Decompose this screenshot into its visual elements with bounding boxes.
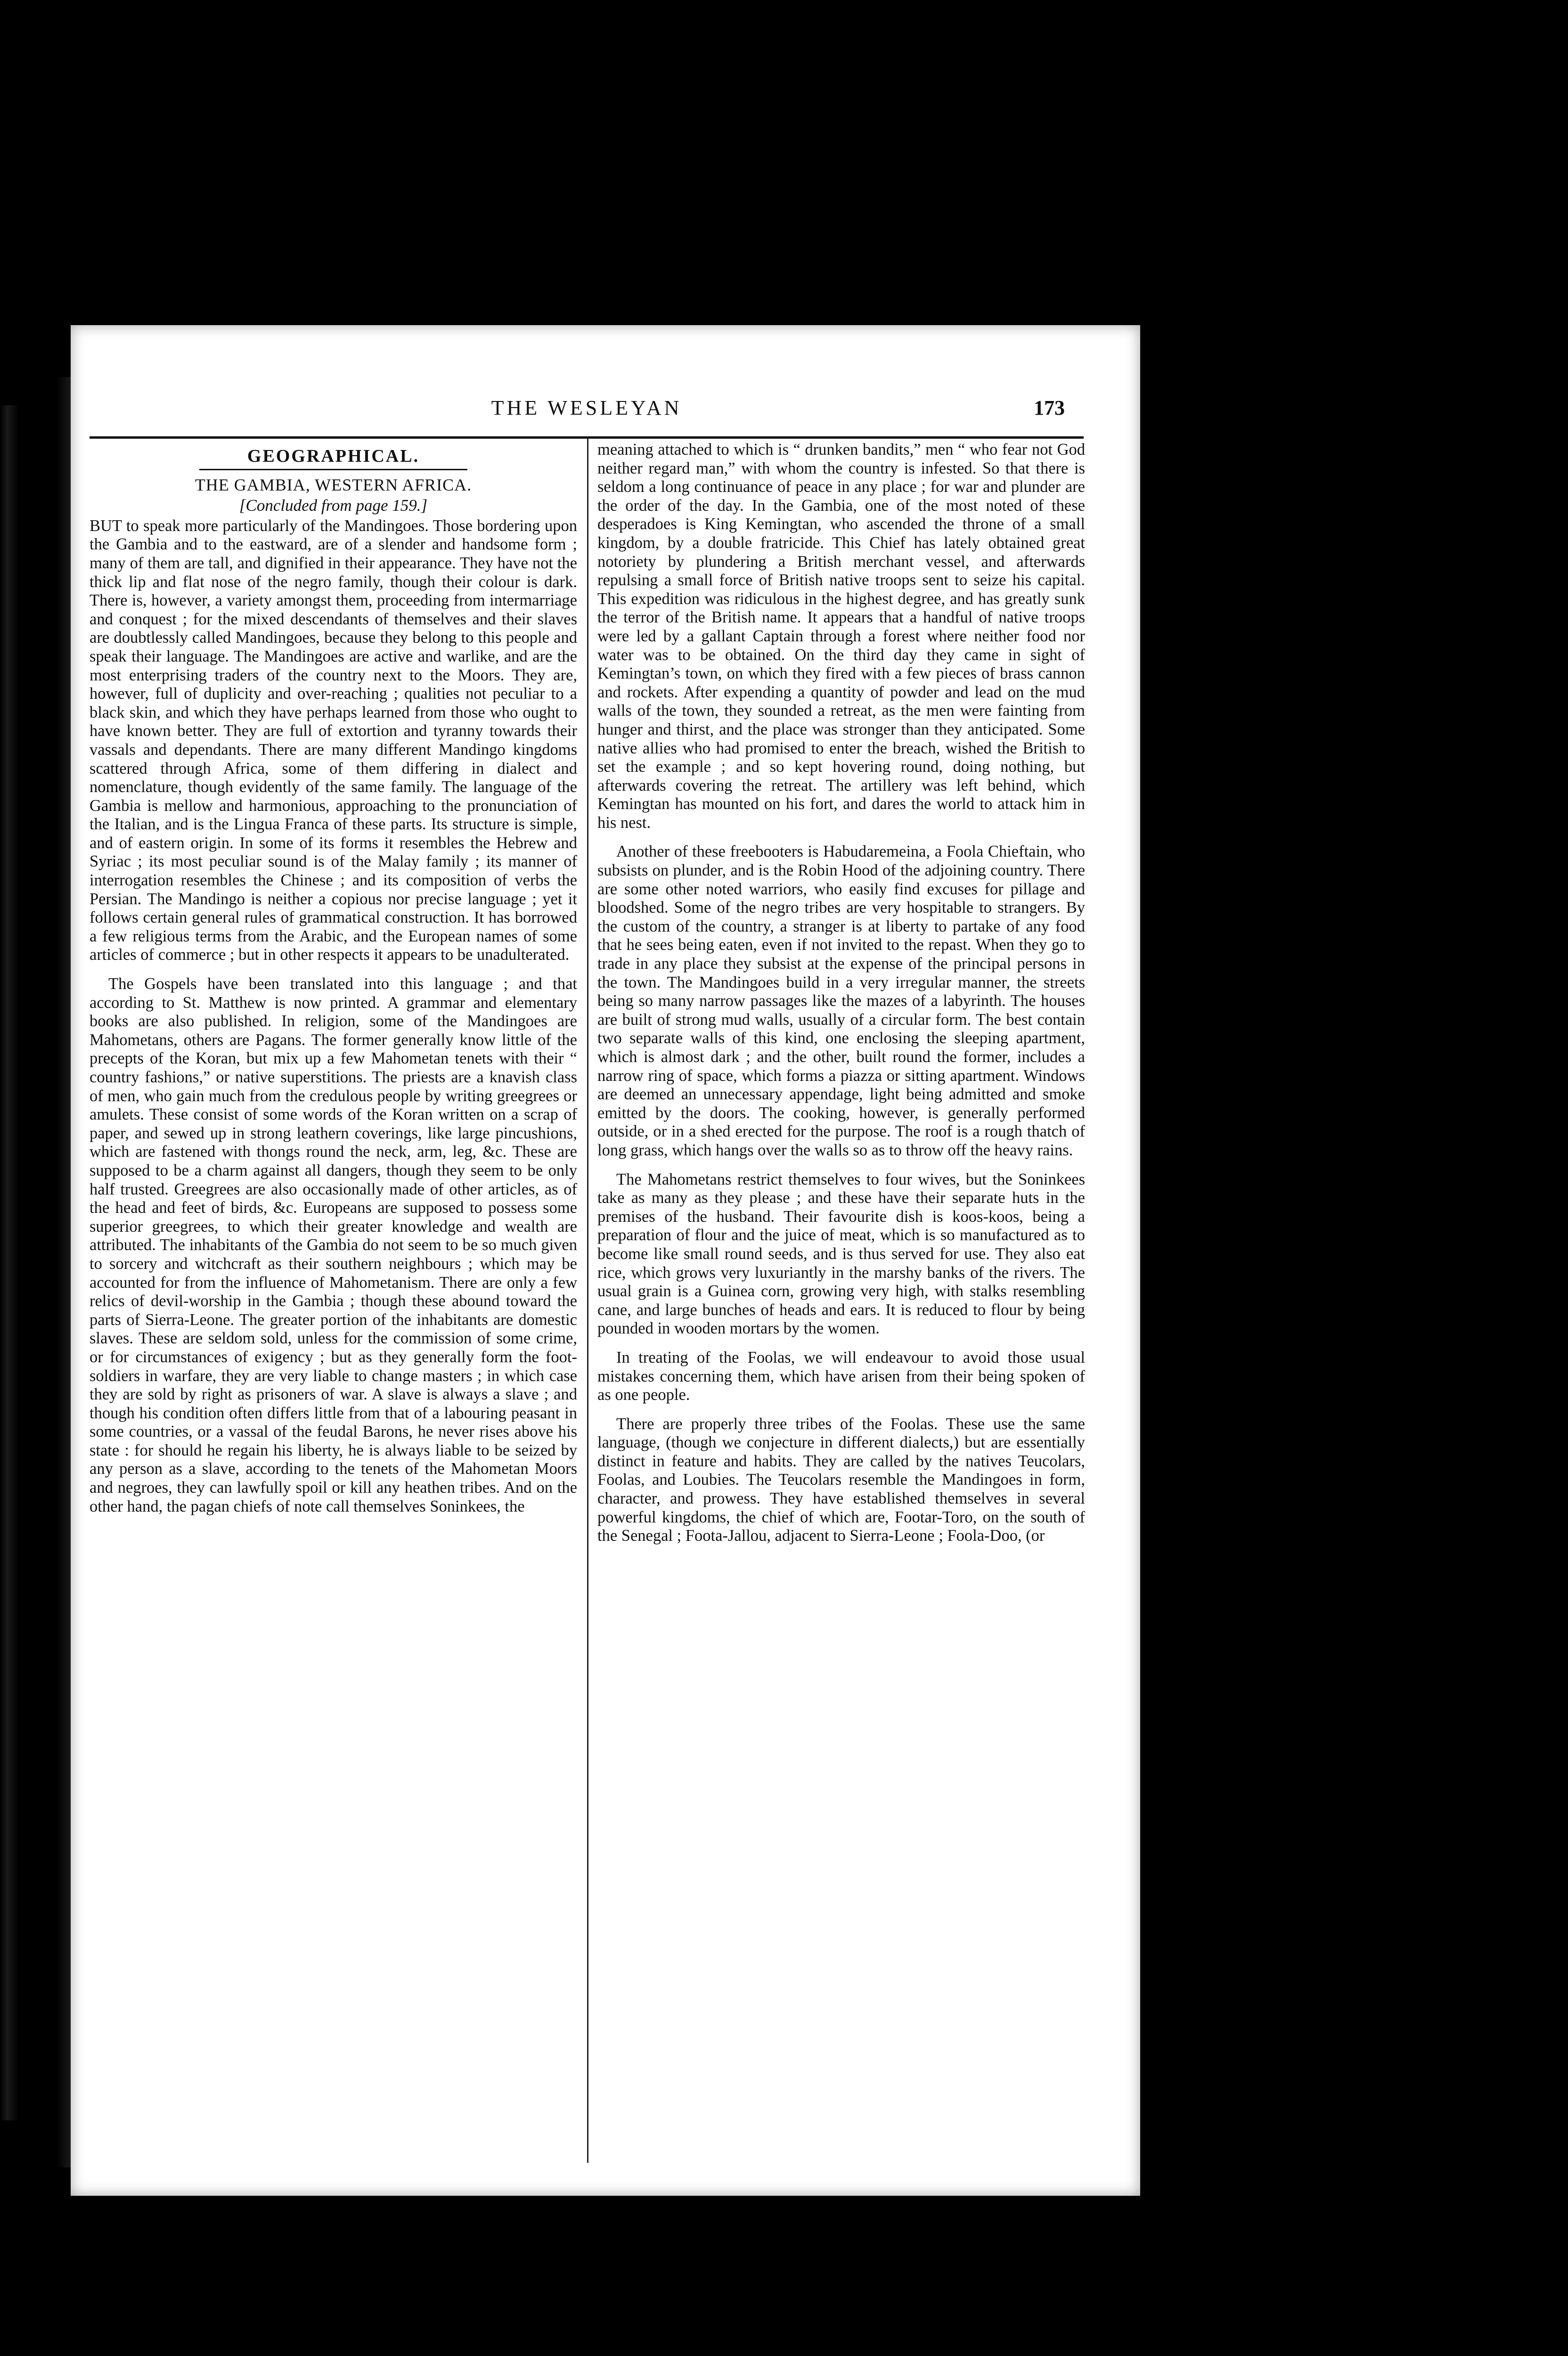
right-column (597, 441, 1085, 2156)
paragraph: There are properly three tribes of the Foolas. These use the same language, (though we conjecture in different dialects,) but are essentially distinct in feature and habits. They are called by the natives Teucolars, Foolas, and Loubies. The Teucolars resemble the Mandingoes in form, character, and prowess. They have established themselves in several powerful kingdoms, the chief of which are, Footar-Toro, on the south of the Senegal ; Foota-Jallou, adjacent to Sierra-Leone ; Foola-Doo, (or (597, 1415, 1085, 1545)
paragraph: The Gospels have been translated into this language ; and that according to St. Matthew is now printed. A grammar and elementary books are also published. In religion, some of the Mandingoes are Mahometans, others are Pagans. The former generally know little of the precepts of the Koran, but mix up a few Mahometan tenets with their “ country fashions,” or native superstitions. The priests are a knavish class of men, who gain much from the credulous people by writing greegrees or amulets. These consist of some words of the Koran written on a scrap of paper, and sewed up in strong leathern coverings, like large pincushions, which are fastened with thongs round the neck, arm, leg, &c. These are supposed to be a charm against all dangers, though they seem to be only half trusted. Greegrees are also occasionally made of other articles, as of the head and feet of birds, &c. Europeans are supposed to possess some superior greegrees, to which their greater knowledge and wealth are attributed. The inhabitants of the Gambia do not seem to be so much given to sorcery and witchcraft as their southern neighbours ; which may be accounted for from the influence of Mahometanism. There are only a few relics of devil-worship in the Gambia ; though these abound toward the parts of Sierra-Leone. The greater portion of the inhabitants are domestic slaves. These are seldom sold, unless for the commission of some crime, or for circumstances of exigency ; but as they generally form the foot-soldiers in warfare, they are very liable to change masters ; in which case they are sold by right as prisoners of war. A slave is always a slave ; and though his condition often differs little from that of a labouring peasant in some countries, or a vassal of the feudal Barons, he never rises above his state : for should he regain his liberty, he is always liable to be seized by any person as a slave, according to the tenets of the Mahometan Moors and negroes, they can lawfully spoil or kill any heathen tribes. And on the other hand, the pagan chiefs of note call themselves Soninkees, the (90, 975, 577, 1515)
article-title: THE GAMBIA, WESTERN AFRICA. (195, 475, 472, 494)
page-number: 173 (1034, 396, 1065, 419)
page-header (90, 396, 1084, 429)
column-divider (587, 438, 588, 2163)
left-column (90, 441, 577, 2156)
paragraph: In treating of the Foolas, we will endeavour to avoid those usual mistakes concerning them, which have arisen from their being spoken of as one people. (597, 1348, 1085, 1404)
paragraph: Another of these freebooters is Habudaremeina, a Foola Chieftain, who subsists on plunder, and is the Robin Hood of the adjoining country. There are some other noted warriors, who easily find excuses for pillage and bloodshed. Some of the negro tribes are very hospitable to strangers. By the custom of the country, a stranger is at liberty to partake of any food that he sees being eaten, even if not invited to the repast. When they go to trade in any place they subsist at the expense of the principal persons in the town. The Mandingoes build in a very irregular manner, the streets being so many narrow passages like the mazes of a labyrinth. The houses are built of strong mud walls, usually of a circular form. The best contain two separate walls of this kind, one enclosing the sleeping apartment, which is almost dark ; and the other, built round the former, includes a narrow ring of space, which forms a piazza or sitting apartment. Windows are deemed an unnecessary appendage, light being admitted and smoke emitted by the doors. The cooking, however, is generally performed outside, or in a shed erected for the purpose. The roof is a rough thatch of long grass, which hangs over the walls so as to throw off the heavy rains. (597, 843, 1085, 1159)
left-page-edge (0, 405, 19, 2120)
header-rule (90, 436, 1084, 439)
running-title: THE WESLEYAN (491, 396, 682, 419)
paragraph: The Mahometans restrict themselves to four wives, but the Soninkees take as many as they please ; and these have their separate huts in the premises of the husband. Their favourite dish is koos-koos, being a preparation of flour and the juice of meat, which is so manufactured as to become like small round seeds, and is thus served for use. They also eat rice, which grows very luxuriantly in the marshy banks of the rivers. The usual grain is a Guinea corn, growing very high, with stalks resembling cane, and large bunches of heads and ears. It is reduced to flour by being pounded in wooden mortars by the women. (597, 1170, 1085, 1338)
paragraph: meaning attached to which is “ drunken bandits,” men “ who fear not God neither regard man,” with whom the country is infested. So that there is seldom a long continuance of peace in any place ; for war and plunder are the order of the day. In the Gambia, one of the most noted of these desperadoes is King Kemingtan, who ascended the throne of a small kingdom, by a double fratricide. This Chief has lately obtained great notoriety by plundering a British merchant vessel, and afterwards repulsing a small force of British native troops sent to seize his capital. This expedition was ridiculous in the highest degree, and has greatly sunk the terror of the British name. It appears that a handful of native troops were led by a gallant Captain through a forest where neither food nor water was to be obtained. On the third day they came in sight of Kemingtan’s town, on which they fired with a few pieces of brass cannon and rockets. After expending a quantity of powder and lead on the mud walls of the town, they sounded a retreat, as the men were fainting from hunger and thirst, and the place was stronger than they anticipated. Some native allies who had promised to enter the breach, wished the British to set the example ; and so kept hovering round, doing nothing, but afterwards covering the retreat. The artillery was left behind, which Kemingtan has mounted on his fort, and dares the world to attack him in his nest. (597, 441, 1085, 832)
scanned-page (71, 325, 1140, 2196)
article-subtitle: [Concluded from page 159.] (239, 496, 428, 515)
section-rule (199, 469, 467, 470)
paragraph: BUT to speak more particularly of the Mandingoes. Those bordering upon the Gambia and to the eastward, are of a slender and handsome form ; many of them are tall, and dignified in their appearance. They have not the thick lip and flat nose of the negro family, though their colour is dark. There is, however, a variety amongst them, proceeding from intermarriage and conquest ; for the mixed descendants of themselves and their slaves are doubtlessly called Mandingoes, because they belong to this people and speak their language. The Mandingoes are active and warlike, and are the most enterprising traders of the country next to the Moors. They are, however, full of duplicity and over-reaching ; qualities not peculiar to a black skin, and which they have perhaps learned from those who ought to have known better. They are full of extortion and tyranny towards their vassals and dependants. There are many different Mandingo kingdoms scattered through Africa, some of them differing in dialect and nomenclature, though evidently of the same family. The language of the Gambia is mellow and harmonious, approaching to the pronunciation of the Italian, and is the Lingua Franca of these parts. Its structure is simple, and of eastern origin. In some of its forms it resembles the Hebrew and Syriac ; its most peculiar sound is of the Malay family ; its manner of interrogation resembles the Chinese ; and its composition of verbs the Persian. The Mandingo is neither a copious nor precise language ; yet it follows certain general rules of grammatical construction. It has borrowed a few religious terms from the Arabic, and the European names of some articles of commerce ; but in other respects it appears to be unadulterated. (90, 516, 577, 964)
section-heading: GEOGRAPHICAL. (247, 446, 420, 466)
